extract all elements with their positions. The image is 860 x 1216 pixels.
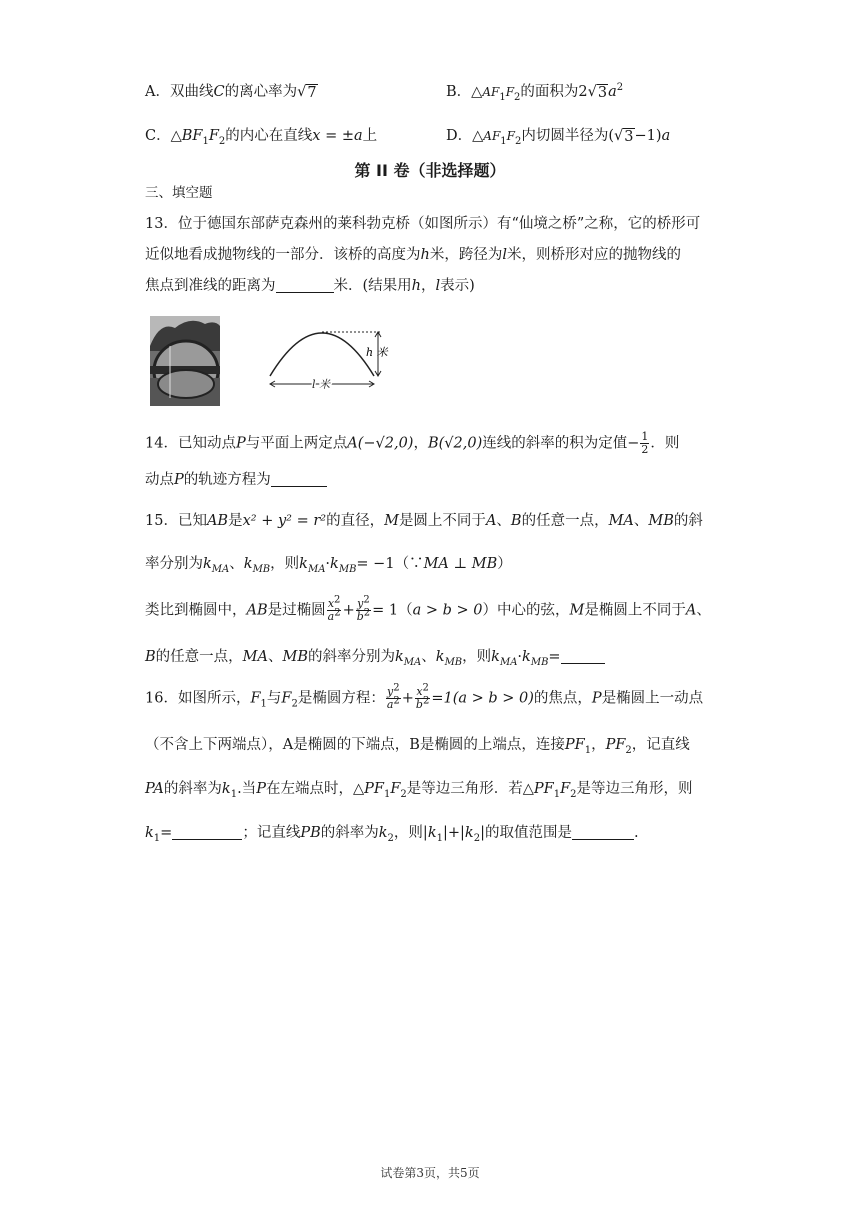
answer-blank[interactable] [561, 649, 605, 664]
q14-line2: 动点P的轨迹方程为 [145, 468, 327, 489]
q15-line2: 率分别为$k_{MA}$、$k_{MB}$，则$k_{MA}\cdot k_{MB}=$ −1（∵MA ⊥ MB） [145, 556, 512, 575]
section-title: 第 II 卷（非选择题） [354, 161, 506, 180]
section-subtitle: 三、填空题 [145, 185, 213, 201]
option-b: B．$\triangle AF_1F_2$的面积为2√ 3 $a^2$ [446, 82, 624, 103]
q16-line4: $k_1=$ ；记直线PB的斜率为$k_2$，则$|k_1|+|k_2|$的取值范围是 . [145, 825, 639, 844]
q14-line1: 14．已知动点P与平面上两定点A(−√2,0)，B(√2,0)连线的斜率的积为定值− $\frac{1}{2}$ ．则 [145, 430, 680, 456]
q15-line4: B的任意一点，MA、MB的斜率分别为$k_{MA}$、$k_{MB}$，则$k_{MA}\cdot k_{MB}=$ [145, 645, 605, 666]
option-d: D．$\triangle AF_1F_2$内切圆半径为(√ 3 −1)a [446, 128, 671, 147]
q15-line3: 类比到椭圆中，AB是过椭圆 $\frac{x^2}{a^2}$ + $\frac{y^2}{b^2}$ = 1（a > b > 0）中心的弦，M是椭圆上不同于A、 [145, 594, 711, 623]
answer-blank[interactable] [276, 278, 334, 293]
q16-line1: 16．如图所示，$F_1$与$F_2$是椭圆方程： $\frac{y^2}{a^2}$ + $\frac{x^2}{b^2}$ =1(a > b > 0)的焦点，P是椭圆上一动点 [145, 682, 704, 711]
q16-line3: PA的斜率为$k_1$.当P在左端点时，$\triangle PF_1F_2$是等边三角形．若$\triangle PF_1F_2$是等边三角形，则 [145, 781, 693, 800]
q13-line3: 焦点到准线的距离为 米．(结果用h，l表示) [145, 278, 475, 294]
answer-blank[interactable] [172, 825, 242, 840]
q13-line2: 近似地看成抛物线的一部分．该桥的高度为h米，跨径为l米，则桥形对应的抛物线的 [145, 247, 681, 263]
q16-line2: （不含上下两端点），A是椭圆的下端点，B是椭圆的上端点，连接$PF_1$，$PF_2$，记直线 [145, 737, 690, 756]
answer-blank[interactable] [572, 825, 634, 840]
answer-blank[interactable] [271, 472, 327, 487]
q13-line1: 13．位于德国东部萨克森州的莱科勃克桥（如图所示）有“仙境之桥”之称，它的桥形可 [145, 216, 701, 232]
diagram-h-label: h 米 [366, 346, 388, 359]
option-c: C．$\triangle BF_1F_2$的内心在直线x = ±a上 [145, 128, 378, 147]
q15-line1: 15．已知AB是x² + y² = r²的直径，M是圆上不同于A、B的任意一点，MA、MB的斜 [145, 513, 703, 529]
parabola-diagram [262, 318, 392, 396]
bridge-photo [150, 316, 220, 406]
page-footer: 试卷第3页，共5页 [380, 1166, 480, 1180]
diagram-l-label: l 米 [312, 378, 331, 391]
option-a: A．双曲线C的离心率为√ 7 [145, 84, 317, 101]
